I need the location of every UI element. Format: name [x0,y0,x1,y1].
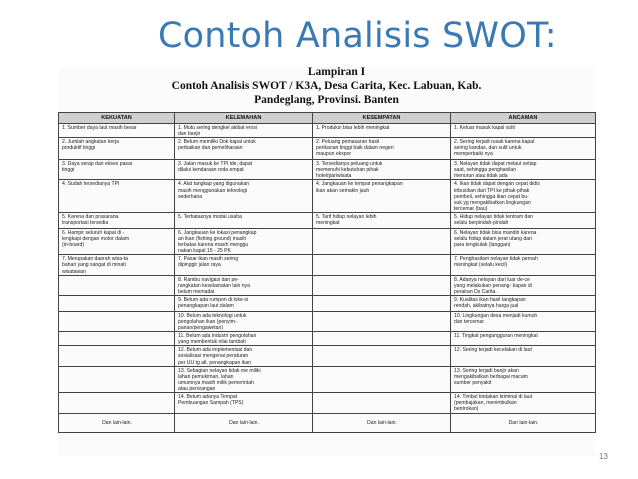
cell-kekuatan [59,346,175,366]
cell-kekuatan: 1. Sumber daya laut masih besar [59,124,175,138]
header-kekuatan: KEKUATAN [59,113,175,124]
cell-kesempatan: 3. Tersedianya peluang untuk memenuhi kebutuhan pihak hotel/pariwisata [313,160,451,180]
cell-kesempatan [313,366,451,392]
cell-ancaman: 3. Nelayan tidak dapat melaut setiap saat, sehingga penghasilan menurun atau tidak ada [451,160,596,180]
cell-kekuatan: 2. Jumlah angkatan kerja produktif tinggi [59,138,175,160]
cell-kelemahan: 4. Alat tangkap yang digunakan masih menggunakan teknologi sederhana [175,180,313,212]
cell-ancaman: 10. Lingkungan desa menjadi kumuh dan tercemar [451,311,596,331]
cell-ancaman: 6. Nelayan tidak bisa mandiri karena selalu hidup dalam jerat utang dari para tengkulak (langgan) [451,228,596,254]
cell-ancaman: 14. Timbul tindakan kriminal di laut (pembajakan, menimbulkan bentrokan) [451,393,596,414]
cell-ancaman: 9. Kualitas ikan hasil tangkapan rendah, akibatnya harga jual [451,295,596,311]
footer-cell-kesempatan: Dan lain-lain. [313,414,451,433]
cell-kekuatan: 6. Hampir seluruh kapal di - lengkapi dengan motor dalam (in-board) [59,228,175,254]
cell-kesempatan: 2. Peluang pemasaran hasil perikanan tinggi baik dalam negeri maupun ekspor [313,138,451,160]
cell-kelemahan: 9. Belum ada rumpon di loke-si penangkapan laut dalam [175,295,313,311]
cell-kekuatan: 7. Merupakan daerah wisa-ta bahari yang sangat di minati wisatawan [59,255,175,275]
cell-ancaman: 5. Hidup nelayan tidak tentram dan selalu berpindah-pindah [451,212,596,228]
cell-kelemahan: 13. Sebagian nelayan tidak me miliki lahan pemukiman, lahan umumnya masih milik pemerintah atau perorangan [175,366,313,392]
header-kesempatan: KESEMPATAN [313,113,451,124]
table-row [59,311,596,331]
cell-kelemahan: 1. Mutu sering dengkel akibat erosi dan banjir [175,124,313,138]
cell-ancaman: 12. Sering terjadi kecelakan di laut [451,346,596,366]
table-row [59,160,596,180]
table-header-row [59,113,596,124]
cell-kelemahan: 6. Jangkauan ke lokasi penangkap an ikan (fishing ground) masih terbatas karena masih menggu nakan kapal 15 - 25 PK [175,228,313,254]
table-row [59,124,596,138]
cell-kelemahan: 11. Belum ada industri pengolahan yang membentuk nilai tambah [175,332,313,346]
cell-ancaman: 11. Tingkat pengangguran meningkat [451,332,596,346]
table-row [59,212,596,228]
cell-kesempatan [313,228,451,254]
cell-ancaman: 8. Adanya nelayan dari luar de-ce yang melakukan penang- kapan di perairan Ds Carita. [451,275,596,295]
cell-kekuatan [59,275,175,295]
cell-kelemahan: 3. Jalan masuk ke TPI ide, dapat dilalui kendaraan roda empat [175,160,313,180]
cell-kelemahan: 8. Rambu navigasi dan pe- rangkatan keselamatan lain nya belum memadai [175,275,313,295]
cell-kesempatan [313,311,451,331]
header-line-2: Contoh Analisis SWOT / K3A, Desa Carita, Kec. Labuan, Kab. [171,80,482,92]
cell-kelemahan: 10. Belum ada teknologi untuk pengolahan ikan (penyim- panan/pengawetan) [175,311,313,331]
header-ancaman: ANCAMAN [451,113,596,124]
cell-kesempatan: 4. Jangkauan ke tempat penangkapan ikan akan semakin jauh [313,180,451,212]
cell-kelemahan: 14. Belum adanya Tempat Pembuangan Sampah (TPS) [175,393,313,414]
document-header [58,66,595,107]
cell-kekuatan: 4. Sudah tersedianya TPI [59,180,175,212]
header-kelemahan: KELEMAHAN [175,113,313,124]
table-row [59,332,596,346]
scanned-document [58,66,595,456]
cell-kekuatan [59,393,175,414]
cell-ancaman: 7. Penghasilam nelayan tidak pernah meningkat (selalu kecil) [451,255,596,275]
cell-kesempatan [313,393,451,414]
cell-kelemahan: 5. Terbatasnya modal usaha [175,212,313,228]
cell-kesempatan [313,295,451,311]
cell-kelemahan: 2. Belum memiliki Dok kapal untuk perbaikan dan pemeliharaan [175,138,313,160]
table-row [59,393,596,414]
cell-ancaman: 2. Sering terjadi rusak karena kapal sering kandas, dan sulit untuk memperbaiki nya [451,138,596,160]
cell-ancaman: 1. Keluar masuk kapal sulit [451,124,596,138]
cell-kesempatan [313,275,451,295]
header-line-1: Lampiran I [307,66,366,78]
cell-kelemahan: 12. Belum ada implementasi dan sosialisasi mengenai peraturan per UU tg alt. penangkapan ikan [175,346,313,366]
cell-kelemahan: 7. Pasar ikan masih sering dipinggir jalan raya [175,255,313,275]
table-row [59,180,596,212]
cell-ancaman: 13. Sering terjadi banjir akan mengakibatkan berbagai macam sumber penyakit [451,366,596,392]
cell-kesempatan: 1. Produksi bisa lebih meningkat [313,124,451,138]
footer-cell-kekuatan: Dan lain-lain. [59,414,175,433]
cell-kekuatan: 5. Karena dan prasarana transportasi tersedia [59,212,175,228]
table-row [59,366,596,392]
table-row [59,295,596,311]
cell-ancaman: 4. Ikan tidak dapat dengan cepat didis tribusikan dari TPI ke pihak-pihak pembeli, sehingga ikan cepat bu- suk yg mengakibatkan lingkungan tercemar (bau) [451,180,596,212]
cell-kekuatan: 3. Daya serap dan ekses pasar tinggi [59,160,175,180]
table-row [59,255,596,275]
cell-kesempatan: 5. Tarif hidup nelayan lebih meningkat [313,212,451,228]
footer-cell-kelemahan: Dan lain-lain. [175,414,313,433]
footer-cell-ancaman: Dan lain-lain. [451,414,596,433]
table-row [59,346,596,366]
header-line-3: Pandeglang, Provinsi. Banten [254,94,399,106]
cell-kesempatan [313,255,451,275]
cell-kesempatan [313,332,451,346]
cell-kekuatan [59,332,175,346]
cell-kekuatan [59,311,175,331]
swot-table [58,112,596,433]
table-footer-row [59,414,596,433]
cell-kesempatan [313,346,451,366]
table-row [59,228,596,254]
table-row [59,275,596,295]
slide-title: Contoh Analisis SWOT: [158,16,557,56]
cell-kekuatan [59,366,175,392]
cell-kekuatan [59,295,175,311]
page-number: 13 [599,452,608,461]
table-row [59,138,596,160]
